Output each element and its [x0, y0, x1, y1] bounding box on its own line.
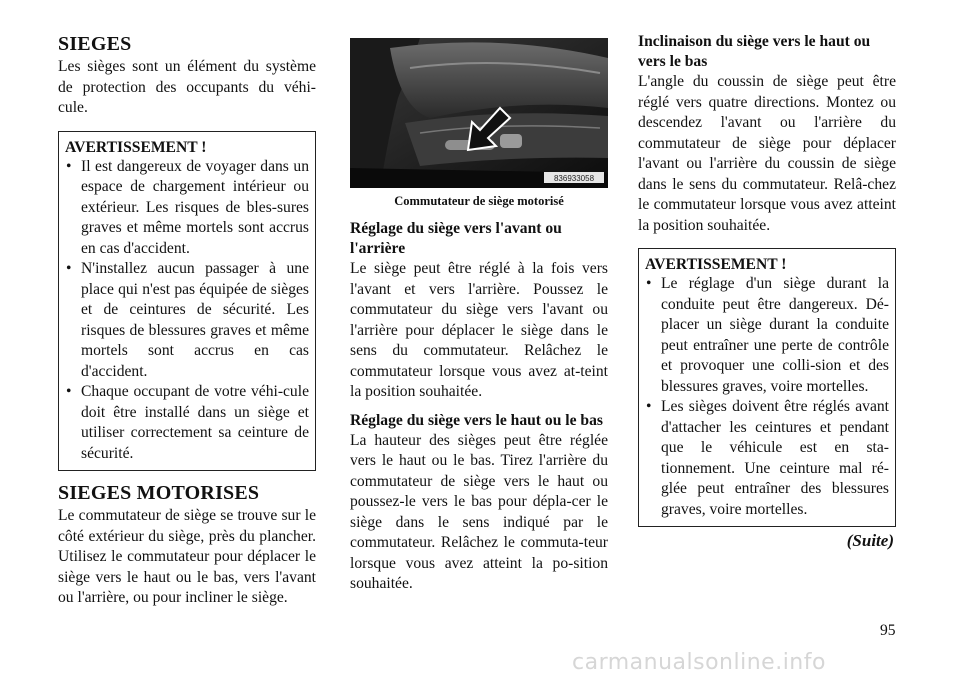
continued-label: (Suite)	[846, 531, 894, 550]
warning-title-2: AVERTISSEMENT !	[645, 256, 787, 273]
warning-item: • Il est dangereux de voyager dans un espace de chargement intérieur ou extérieur. Les risques de bles-sures graves et même mortels sont accrus en cas d'accident.	[65, 157, 309, 260]
warning-list-2	[645, 274, 889, 520]
heading-haut-bas: Réglage du siège vers le haut ou le bas	[350, 411, 603, 429]
heading-avant-arriere: Réglage du siège vers l'avant ou l'arrière	[350, 220, 562, 257]
warning-item: • Les sièges doivent être réglés avant d'attacher les ceintures et pendant que le véhicule est en sta-tionnement. Une ceinture mal ré-glée peut entraîner des blessures graves, voire mortelles.	[645, 397, 889, 520]
warning-item: • N'installez aucun passager à une place qui n'est pas équipée de sièges et de ceintures de sécurité. Les risques de blessures graves et même mortels sont accrus en cas d'accident.	[65, 259, 309, 382]
warning-box-2	[638, 248, 896, 527]
heading-inclinaison: Inclinaison du siège vers le haut ou vers le bas	[638, 33, 871, 70]
right-column	[638, 32, 896, 552]
watermark-text: carmanualsonline.info	[572, 650, 826, 675]
warning-box-1	[58, 131, 316, 472]
motor-paragraph: Le commutateur de siège se trouve sur le côté extérieur du siège, près du plancher. Utilisez le commutateur pour déplacer le siège vers le haut ou le bas, vers l'avant ou l'arrière, ou pour incliner le siège.	[58, 507, 316, 606]
warning-title-1: AVERTISSEMENT !	[65, 138, 207, 156]
warning-item: • Le réglage d'un siège durant la conduite peut être dangereux. Dé-placer un siège durant la conduite peut entraîner une perte de contrôle et provoquer une colli-sion et des blessures graves, voire mortelles.	[645, 274, 889, 397]
power-seat-switch-photo	[350, 38, 608, 188]
left-column	[58, 32, 316, 609]
warning-item: • Chaque occupant de votre véhi-cule doit être installé dans un siège et utiliser correctement sa ceinture de sécurité.	[65, 382, 309, 464]
section-title-sieges-motorises: SIEGES MOTORISES	[58, 482, 260, 504]
page-number: 95	[880, 622, 896, 639]
warning-list-1	[65, 157, 309, 465]
middle-column	[350, 38, 608, 595]
photo-caption: Commutateur de siège motorisé	[394, 194, 564, 208]
paragraph-inclinaison: L'angle du coussin de siège peut être réglé vers quatre directions. Montez ou descendez l'avant ou l'arrière du commutateur de siège pour déplacer l'avant ou l'arrière du coussin de siège dans le sens du commutateur. Relâ-chez le commutateur lorsque vous avez atteint la position souhaitée.	[638, 73, 896, 234]
section-title-sieges: SIEGES	[58, 33, 132, 55]
paragraph-avant-arriere: Le siège peut être réglé à la fois vers l'avant et vers l'arrière. Poussez le commutateur du siège vers l'avant ou l'arrière pour déplacer le siège dans le sens du commutateur. Relâchez le commutateur lorsque vous avez at-teint la position souhaitée.	[350, 260, 608, 400]
photo-code-label: 836933058	[553, 174, 595, 183]
paragraph-haut-bas: La hauteur des sièges peut être réglée vers le haut ou le bas. Tirez l'arrière du commutateur de siège vers le haut ou poussez-le vers le bas pour dépla-cer le siège dans le sens indiqué par le commutateur. Relâchez le commuta-teur lorsque vous avez atteint la po-sition souhaitée.	[350, 431, 608, 592]
intro-paragraph: Les sièges sont un élément du système de protection des occupants du véhi-cule.	[58, 58, 316, 116]
